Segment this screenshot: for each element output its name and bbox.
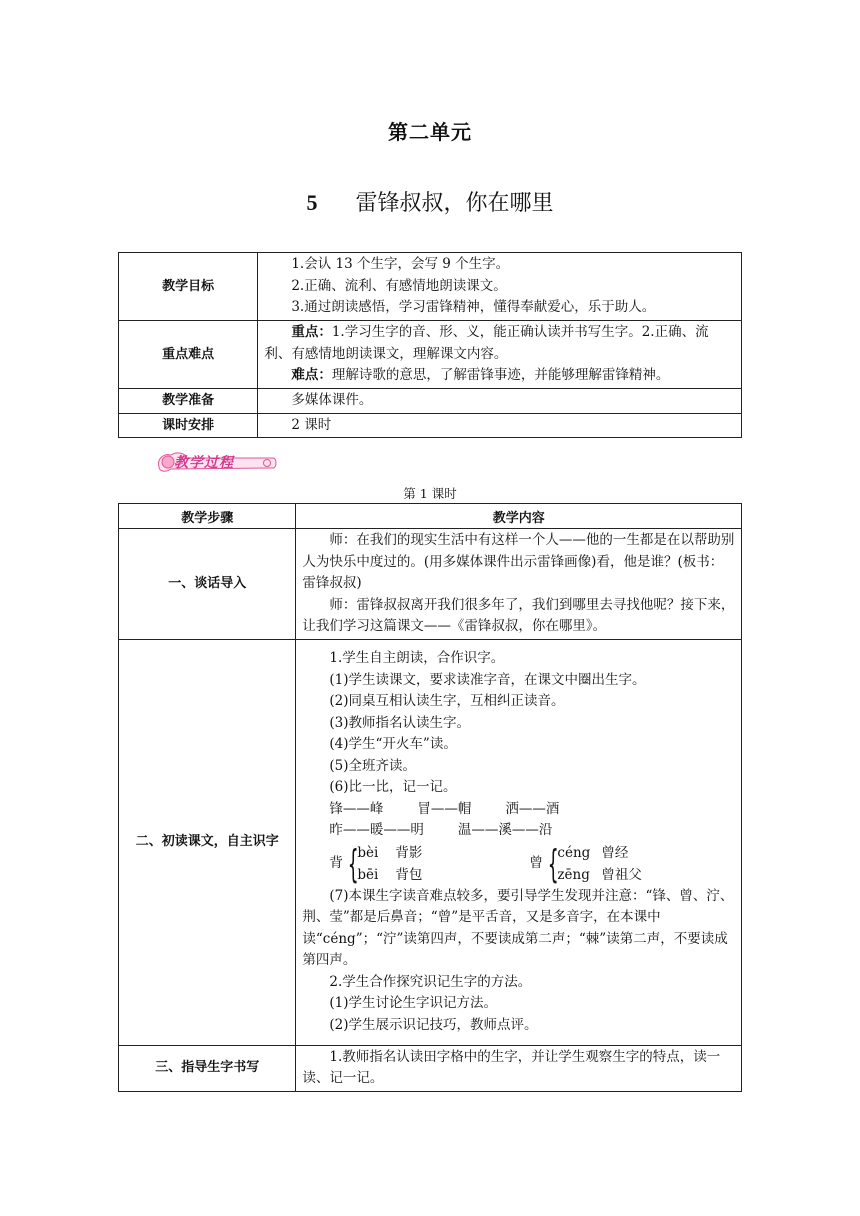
focus-body: 1.学习生字的音、形、义，能正确认读并书写生字。2.正确、流利、有感情地朗读课文，理解课文内容。 [264,324,709,362]
focus-key: 重点： [291,324,332,341]
pinyin: bèi [357,844,379,861]
goal-item: 2.正确、流利、有感情地朗读课文。 [291,277,507,294]
step1-cell [296,529,742,640]
step2-line: 1.学生自主朗读，合作识字。 [329,650,505,666]
step3-cell [296,1045,742,1091]
lesson-name: 雷锋叔叔，你在哪里 [355,191,554,216]
step3-para: 1.教师指名认读田字格中的生字，并让学生观察生字的特点，读一读、记一记。 [302,1048,721,1086]
compare-item: 昨——暖——明 [329,822,424,838]
goal-item: 1.会认 13 个生字，会写 9 个生字。 [291,256,510,273]
word: 曾祖父 [601,866,642,883]
compare-item: 洒——酒 [505,800,560,817]
step2-line: (6)比一比，记一记。 [329,779,457,795]
compare-item: 冒——帽 [417,800,472,817]
brace-icon: { [348,841,360,886]
step2-cell [296,639,742,1045]
step1-para: 师：在我们的现实生活中有这样一个人——他的一生都是在以帮助别人为快乐中度过的。(用多媒体课件出示雷锋画像)看，他是谁？(板书：雷锋叔叔) [302,532,735,591]
pinyin: céng [557,844,591,861]
lesson-number: 5 [306,190,318,215]
lesson-title [0,186,860,217]
goals-cell [258,253,742,321]
schedule-label: 课时安排 [119,413,258,438]
step2-line: (1)学生讨论生字识记方法。 [329,995,498,1011]
pinyin: zēng [557,866,590,883]
difficulty-text [264,365,735,387]
focus-cell [258,321,742,389]
step3-label: 三、指导生字书写 [119,1045,296,1091]
step2-line: 2.学生合作探究识记生字的方法。 [329,973,532,990]
step1-para: 师：雷锋叔叔离开我们很多年了，我们到哪里去寻找他呢？接下来，让我们学习这篇课文——《雷锋叔叔，你在哪里》。 [302,596,735,634]
step2-label: 二、初读课文，自主识字 [119,639,296,1045]
overview-table [118,252,742,438]
unit-title: 第二单元 [388,120,472,144]
step2-line: (1)学生读课文，要求读准字音，在课文中圈出生字。 [329,671,646,688]
step1-label: 一、谈话导入 [119,529,296,640]
word: 背包 [395,866,423,883]
schedule-text: 2 课时 [291,416,332,433]
goals-label: 教学目标 [119,253,258,321]
col-step-header: 教学步骤 [119,504,296,529]
process-table [118,503,742,1092]
polyphone-row [302,842,735,886]
word: 背影 [395,844,423,861]
compare-item: 锋——峰 [329,800,384,817]
step2-line: (3)教师指名认读生字。 [329,714,471,731]
polyphone-char: 背 [329,854,343,871]
compare-row [302,799,735,821]
difficulty-key: 难点： [291,367,332,384]
badge-text: 教学过程 [174,455,234,471]
pinyin: bēi [357,866,379,883]
polyphone-bei [329,842,529,886]
col-content-header: 教学内容 [296,504,742,529]
difficulty-body: 理解诗歌的意思，了解雷锋事迹，并能够理解雷锋精神。 [331,367,670,384]
schedule-cell [258,413,742,438]
prep-text: 多媒体课件。 [291,392,373,408]
compare-row [302,820,735,842]
polyphone-ceng [529,842,642,886]
prep-label: 教学准备 [119,389,258,414]
step2-note: (7)本课生字读音难点较多，要引导学生发现并注意：“锋、曾、泞、荆、莹”都是后鼻音；“曾”是平舌音，又是多音字，在本课中读“céng”；“泞”读第四声，不要读成第二声；“棘”读第二声，不要读成第四声。 [302,887,734,968]
step2-line: (2)同桌互相认读生字，互相纠正读音。 [329,693,565,709]
word: 曾经 [601,844,629,861]
compare-item: 温——溪——沿 [457,822,553,838]
polyphone-char: 曾 [529,854,543,871]
step2-line: (2)学生展示识记技巧，教师点评。 [329,1016,538,1033]
step2-line: (4)学生“开火车”读。 [329,736,457,752]
brace-icon: { [548,841,560,886]
focus-text [264,322,735,365]
step2-line: (5)全班齐读。 [329,757,417,774]
flower-icon [162,456,174,468]
prep-cell [258,389,742,414]
period-label: 第 1 课时 [403,486,457,501]
focus-label: 重点难点 [119,321,258,389]
goal-item: 3.通过朗读感悟，学习雷锋精神，懂得奉献爱心，乐于助人。 [291,299,656,316]
